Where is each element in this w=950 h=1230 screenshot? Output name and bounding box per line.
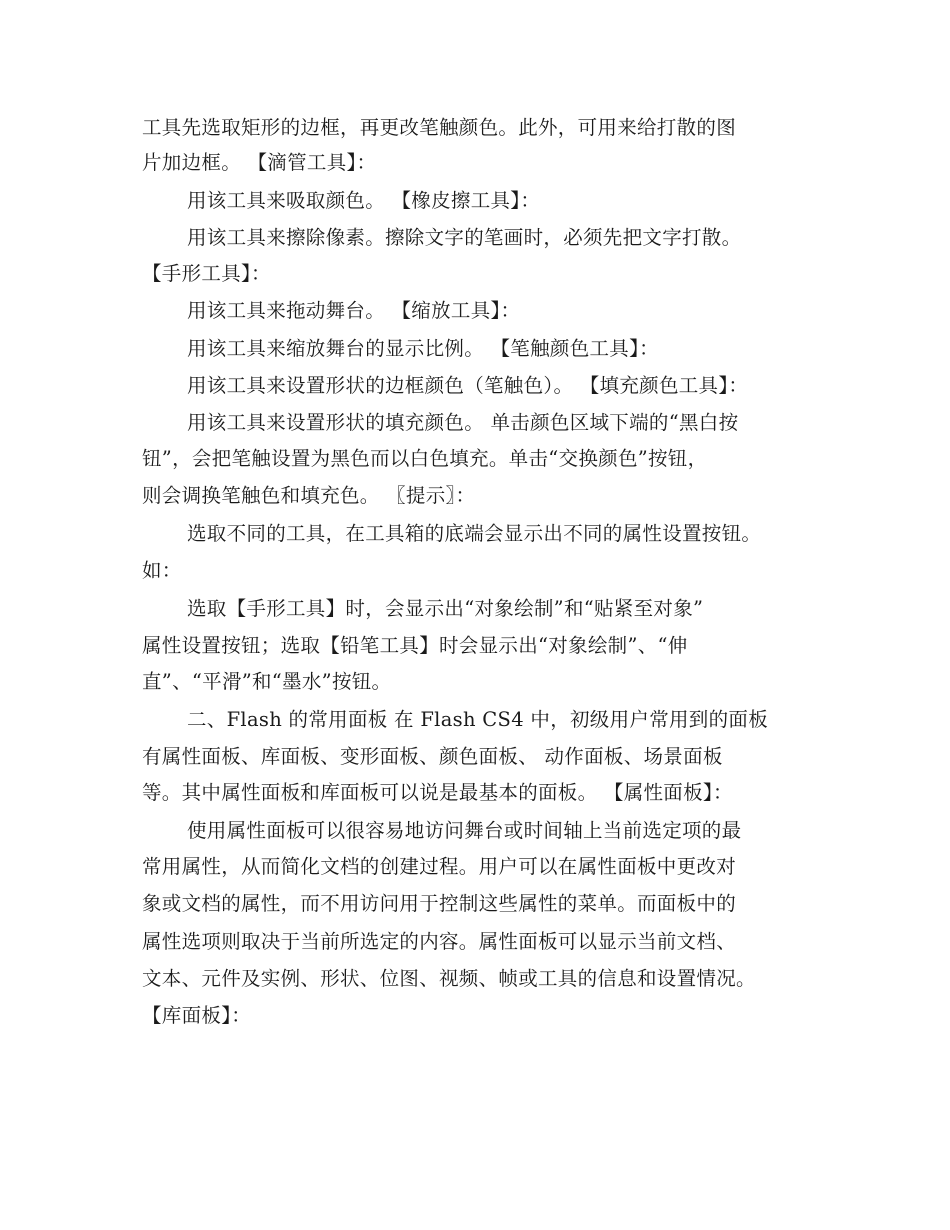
text-line: 等。其中属性面板和库面板可以说是最基本的面板。 【属性面板】： [142, 781, 733, 804]
text-line: 则会调换笔触色和填充色。 〖提示〗： [142, 484, 476, 507]
text-line: 使用属性面板可以很容易地访问舞台或时间轴上当前选定项的最 [187, 819, 742, 842]
text-line: 用该工具来拖动舞台。 【缩放工具】： [187, 299, 521, 322]
text-line: 工具先选取矩形的边框，再更改笔触颜色。此外，可用来给打散的图 [142, 116, 737, 139]
text-line: 选取【手形工具】时，会显示出“对象绘制”和“贴紧至对象” [187, 597, 704, 620]
text-line: 二、Flash 的常用面板 在 Flash CS4 中，初级用户常用到的面板 [187, 708, 768, 731]
text-line: 用该工具来缩放舞台的显示比例。 【笔触颜色工具】： [187, 337, 659, 360]
text-line: 片加边框。 【滴管工具】： [142, 151, 377, 174]
text-line: 用该工具来设置形状的填充颜色。 单击颜色区域下端的“黑白按 [187, 411, 739, 434]
text-line: 属性设置按钮；选取【铅笔工具】时会显示出“对象绘制”、“伸 [142, 634, 688, 657]
text-line: 象或文档的属性，而不用访问用于控制这些属性的菜单。而面板中的 [142, 892, 737, 915]
text-line: 【手形工具】： [142, 262, 271, 285]
text-line: 【库面板】： [142, 1004, 252, 1027]
text-line: 用该工具来吸取颜色。 【橡皮擦工具】： [187, 189, 541, 212]
text-line: 文本、元件及实例、形状、位图、视频、帧或工具的信息和设置情况。 [142, 967, 756, 990]
text-line: 有属性面板、库面板、变形面板、颜色面板、 动作面板、场景面板 [142, 745, 723, 768]
text-line: 用该工具来设置形状的边框颜色（笔触色）。 【填充颜色工具】： [187, 374, 749, 397]
text-line: 如： [142, 559, 182, 582]
text-line: 钮”，会把笔触设置为黑色而以白色填充。单击“交换颜色”按钮， [142, 447, 708, 470]
text-line: 直”、“平滑”和“墨水”按钮。 [142, 670, 392, 693]
text-line: 常用属性，从而简化文档的创建过程。用户可以在属性面板中更改对 [142, 855, 737, 878]
text-line: 属性选项则取决于当前所选定的内容。属性面板可以显示当前文档、 [142, 930, 737, 953]
text-line: 选取不同的工具，在工具箱的底端会显示出不同的属性设置按钮。 [187, 522, 762, 545]
text-line: 用该工具来擦除像素。擦除文字的笔画时，必须先把文字打散。 [187, 226, 742, 249]
